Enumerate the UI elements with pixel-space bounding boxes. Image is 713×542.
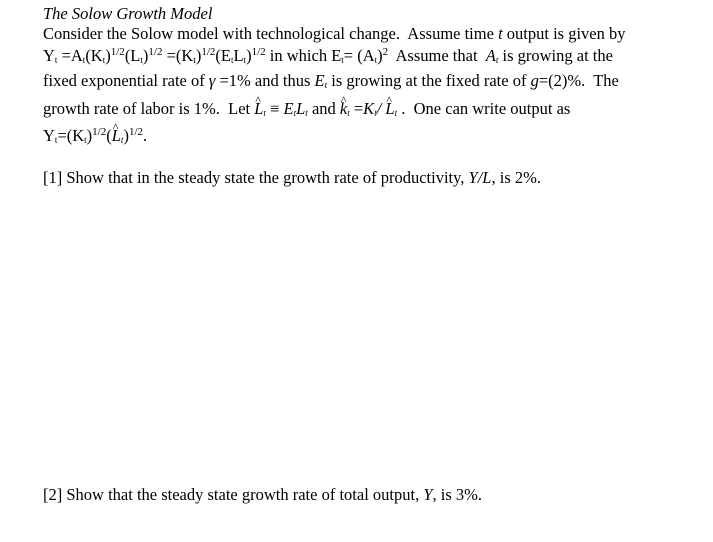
question-1: [1] Show that in the steady state the growth rate of productivity, Y/L, is 2%. bbox=[43, 168, 541, 187]
intro-line-3: fixed exponential rate of γ =1% and thus $E_t$ is growing at the fixed rate of g=(2)%. The bbox=[43, 71, 619, 90]
intro-line-5: $Y_t=(K_t)^{1/2}(\^{}$ $L_t)^{1/2}$. bbox=[43, 124, 683, 148]
problem-document bbox=[43, 4, 683, 205]
intro-line-4: growth rate of labor is 1%. Let ^ $L_t \equiv E_tL_t$ and ^ $k_t =K_t/$ ^ $L_t$ . One can write output as bbox=[43, 94, 683, 124]
question-2: [2] Show that the steady state growth rate of total output, Y, is 3%. bbox=[43, 484, 483, 504]
problem-intro bbox=[43, 24, 683, 148]
intro-line-1: Consider the Solow model with technological change. Assume time t output is given by bbox=[43, 24, 626, 43]
document-title: The Solow Growth Model bbox=[43, 4, 213, 23]
intro-line-2: $Y_t =A_t(K_t)^{1/2}(L_t)^{1/2} =(K_t)^{1/2}(E_tL_t)^{1/2}$ in which $E_t= (A_t)^2$ Assume that $A_t$ is growing at the bbox=[43, 46, 613, 65]
